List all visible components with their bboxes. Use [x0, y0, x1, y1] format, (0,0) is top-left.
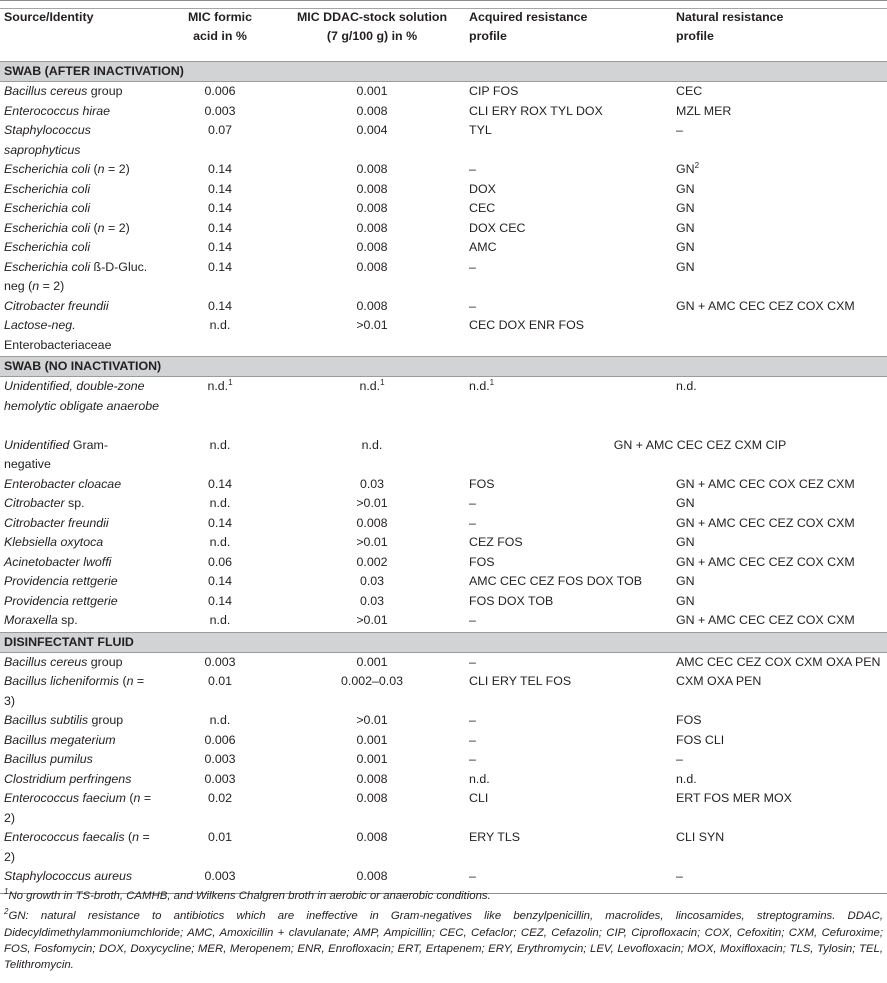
mic-ddac-cell: 0.008 — [356, 181, 388, 196]
natural-resistance-cell: GN — [676, 496, 695, 510]
mic-formic-cell: 0.14 — [207, 476, 233, 491]
header-mic-ddac: MIC DDAC-stock solution (7 g/100 g) in % — [296, 10, 448, 43]
table-row — [0, 731, 887, 751]
mic-ddac-cell: 0.002 — [356, 554, 388, 569]
table-row — [0, 316, 887, 355]
acquired-resistance-cell: ERY TLS — [469, 830, 520, 844]
acquired-resistance-cell: CEC — [469, 201, 496, 215]
natural-resistance-cell: CXM OXA PEN — [676, 674, 762, 688]
natural-resistance-cell: – — [676, 869, 683, 883]
mic-formic-cell: 0.003 — [204, 752, 236, 766]
mic-ddac-cell: 0.03 — [359, 476, 385, 491]
acquired-resistance-cell: – — [469, 515, 476, 530]
table-row — [0, 121, 887, 160]
acquired-resistance-cell: CLI ERY ROX TYL DOX — [469, 103, 603, 118]
natural-resistance-cell: GN — [676, 220, 695, 235]
natural-resistance-cell: CEC — [676, 84, 703, 98]
table-row — [0, 297, 887, 317]
mic-formic-cell: 0.006 — [204, 84, 236, 98]
organism-cell: Citrobacter freundii — [4, 515, 109, 530]
acquired-resistance-cell: – — [469, 869, 476, 883]
organism-cell: Lactose-neg. Enterobacteriaceae — [4, 318, 112, 352]
natural-resistance-cell: GN + AMC CEC CEZ COX CXM — [676, 298, 855, 313]
mic-formic-cell: 0.14 — [207, 593, 233, 608]
organism-cell: Unidentified Gram-negative — [4, 437, 108, 471]
table-row — [0, 867, 887, 887]
table-row — [0, 436, 887, 475]
mic-formic-cell: n.d. — [209, 713, 231, 727]
acquired-resistance-cell: CLI ERY TEL FOS — [469, 674, 572, 688]
organism-cell: Unidentified, double-zone hemolytic obligate anaerobe — [4, 379, 159, 413]
table-row — [0, 789, 887, 828]
natural-resistance-cell: GN — [676, 574, 695, 588]
organism-cell: Providencia rettgerie — [4, 593, 118, 608]
natural-resistance-cell: n.d. — [676, 379, 697, 393]
table-row — [0, 611, 887, 631]
organism-cell: Bacillus cereus group — [4, 84, 123, 98]
footnote-1: $^1$No growth in TS-broth, CAMHB, and Wilkens Chalgren broth in aerobic or anaerobic conditions. — [4, 887, 491, 902]
organism-cell: Escherichia coli — [4, 181, 91, 196]
table-row — [0, 750, 887, 770]
mic-ddac-cell: 0.002–0.03 — [340, 674, 403, 688]
table-body — [0, 61, 887, 887]
natural-resistance-cell: GN + AMC CEC CEZ COX CXM — [676, 613, 855, 627]
mic-formic-cell: 0.003 — [204, 103, 236, 118]
table-row — [0, 592, 887, 612]
acquired-resistance-cell: – — [469, 654, 476, 669]
mic-formic-cell: 0.003 — [204, 771, 236, 786]
table-row — [0, 219, 887, 239]
organism-cell: Staphylococcus aureus — [4, 869, 133, 883]
organism-cell: Acinetobacter lwoffi — [4, 554, 112, 569]
natural-resistance-cell: MZL MER — [676, 103, 732, 118]
organism-cell: Providencia rettgerie — [4, 574, 118, 588]
mic-formic-cell: 0.14 — [207, 240, 233, 254]
acquired-resistance-cell: AMC — [469, 240, 497, 254]
acquired-resistance-cell: CEC DOX ENR FOS — [469, 318, 584, 332]
natural-resistance-cell: GN — [676, 181, 695, 196]
acquired-resistance-cell: TYL — [469, 123, 492, 137]
table-row — [0, 828, 887, 867]
footnote-2: $^2$GN: natural resistance to antibiotics which are ineffective in Gram-negatives like benzylpenicillin, macrolides, lincosamides, streptogramins. DDAC, Didecyldimethylammoniumchloride; AMC, Amoxicillin + clavulanate; AMP, Ampicillin; CEC, Cefaclor; CEZ, Cefazolin; CIP, Ciprofloxacin; COX, Cefoxitin; CXM, Cefuroxime; FOS, Fosfomycin; DOX, Doxycycline; MER, Meropenem; ENR, Enrofloxacin; ERT, Ertapenem; ERY, Erythromycin; LEV, Levofloxacin; MOX, Moxifloxacin; TLS, Tylosin; TEL, Telithromycin. — [4, 907, 883, 972]
mic-ddac-cell: 0.008 — [356, 298, 388, 313]
acquired-resistance-cell: CEZ FOS — [469, 535, 523, 549]
organism-cell: Bacillus pumilus — [4, 752, 93, 766]
mic-formic-cell: 0.02 — [207, 791, 233, 805]
acquired-resistance-cell: FOS DOX TOB — [469, 593, 554, 608]
natural-resistance-cell: n.d. — [676, 771, 697, 786]
table-row — [0, 102, 887, 122]
mic-formic-cell: 0.003 — [204, 869, 236, 883]
organism-cell: Escherichia coli — [4, 240, 91, 254]
mic-ddac-cell: >0.01 — [356, 535, 388, 549]
natural-resistance-cell: $GN^2$ — [676, 161, 700, 176]
organism-cell: Staphylococcus saprophyticus — [4, 123, 91, 157]
mic-ddac-cell: 0.008 — [356, 103, 388, 118]
mic-ddac-cell: 0.001 — [356, 752, 388, 766]
mic-ddac-cell: 0.008 — [356, 771, 388, 786]
organism-cell: Escherichia coli (n = 2) — [4, 220, 130, 235]
natural-resistance-cell: – — [676, 123, 683, 137]
table-row — [0, 377, 887, 436]
natural-resistance-cell: GN + AMC CEC CEZ COX CXM — [676, 515, 855, 530]
organism-cell: Bacillus megaterium — [4, 732, 116, 747]
table-header — [0, 0, 887, 60]
mic-formic-cell: n.d. — [209, 496, 231, 510]
section-header: DISINFECTANT FLUID — [0, 632, 887, 653]
table-row — [0, 653, 887, 673]
acquired-resistance-cell: AMC CEC CEZ FOS DOX TOB — [469, 574, 643, 588]
mic-formic-cell: 0.14 — [207, 259, 233, 274]
mic-ddac-cell: >0.01 — [356, 613, 388, 627]
acquired-resistance-cell: – — [469, 732, 476, 747]
mic-formic-cell: 0.01 — [207, 674, 233, 688]
mic-ddac-cell: 0.008 — [356, 220, 388, 235]
table-row — [0, 533, 887, 553]
organism-cell: Bacillus cereus group — [4, 654, 123, 669]
natural-resistance-cell: AMC CEC CEZ COX CXM OXA PEN — [676, 654, 881, 669]
acquired-resistance-cell: CIP FOS — [469, 84, 519, 98]
header-source: Source/Identity — [4, 10, 94, 24]
table-row — [0, 238, 887, 258]
mic-formic-cell: 0.14 — [207, 574, 233, 588]
organism-cell: Escherichia coli — [4, 201, 91, 215]
organism-cell: Enterobacter cloacae — [4, 476, 122, 491]
mic-formic-cell: 0.07 — [207, 123, 233, 137]
acquired-resistance-cell: – — [469, 752, 476, 766]
natural-resistance-cell: GN + AMC CEC CEZ COX CXM — [676, 554, 855, 569]
natural-resistance-cell: FOS CLI — [676, 732, 725, 747]
mic-formic-cell: 0.14 — [207, 298, 233, 313]
mic-ddac-cell: >0.01 — [356, 318, 388, 332]
section-header: SWAB (NO INACTIVATION) — [0, 356, 887, 377]
natural-resistance-cell: GN — [676, 593, 695, 608]
natural-resistance-cell: GN — [676, 201, 695, 215]
organism-cell: Escherichia coli ß-D-Gluc. neg (n = 2) — [4, 259, 148, 293]
mic-formic-cell: 0.003 — [204, 654, 236, 669]
organism-cell: Clostridium perfringens — [4, 771, 132, 786]
mic-formic-cell: n.d.$^1$ — [207, 378, 233, 393]
acquired-resistance-cell: DOX — [469, 181, 496, 196]
table-row — [0, 258, 887, 297]
mic-ddac-cell: 0.008 — [356, 791, 388, 805]
acquired-resistance-cell: – — [469, 613, 476, 627]
natural-resistance-cell: CLI SYN — [676, 830, 725, 844]
acquired-resistance-cell: DOX CEC — [469, 220, 526, 235]
table-row — [0, 514, 887, 534]
organism-cell: Escherichia coli (n = 2) — [4, 162, 130, 176]
acquired-resistance-cell: – — [469, 298, 476, 313]
table-row — [0, 672, 887, 711]
natural-resistance-cell: GN + AMC CEC COX CEZ CXM — [676, 476, 855, 491]
mic-ddac-cell: 0.004 — [356, 123, 388, 137]
header-mic-formic: MIC formic acid in % — [187, 10, 253, 43]
mic-ddac-cell: 0.008 — [356, 869, 388, 883]
mic-ddac-cell: 0.008 — [356, 201, 388, 215]
footnotes — [4, 888, 883, 973]
mic-ddac-cell: 0.008 — [356, 830, 388, 844]
natural-resistance-cell: FOS — [676, 713, 702, 727]
table-row — [0, 572, 887, 592]
organism-cell: Moraxella sp. — [4, 613, 78, 627]
mic-formic-cell: 0.01 — [207, 830, 233, 844]
table-row — [0, 494, 887, 514]
acquired-resistance-cell: CLI — [469, 791, 489, 805]
organism-cell: Enterococcus faecalis (n = 2) — [4, 830, 150, 864]
table-row — [0, 553, 887, 573]
mic-formic-cell: 0.006 — [204, 732, 236, 747]
mic-formic-cell: 0.14 — [207, 515, 233, 530]
mic-formic-cell: n.d. — [209, 613, 231, 627]
mic-ddac-cell: 0.008 — [356, 240, 388, 254]
mic-ddac-cell: 0.001 — [356, 654, 388, 669]
mic-formic-cell: 0.14 — [207, 201, 233, 215]
mic-formic-cell: 0.06 — [207, 554, 233, 569]
acquired-resistance-cell: – — [469, 162, 476, 176]
table-row — [0, 770, 887, 790]
organism-cell: Enterococcus hirae — [4, 103, 111, 118]
acquired-resistance-cell: n.d. — [469, 771, 490, 786]
table-row — [0, 711, 887, 731]
acquired-resistance-cell: FOS — [469, 554, 495, 569]
mic-formic-cell: n.d. — [209, 535, 231, 549]
organism-cell: Bacillus subtilis group — [4, 713, 124, 727]
mic-ddac-cell: 0.008 — [356, 515, 388, 530]
natural-resistance-cell: GN — [676, 535, 695, 549]
mic-ddac-cell: 0.001 — [356, 732, 388, 747]
natural-resistance-cell: ERT FOS MER MOX — [676, 791, 792, 805]
section-header: SWAB (AFTER INACTIVATION) — [0, 61, 887, 82]
mic-ddac-cell: n.d.$^1$ — [359, 378, 385, 393]
mic-ddac-cell: 0.03 — [359, 574, 385, 588]
header-acquired: Acquired resistance profile — [469, 10, 588, 43]
mic-ddac-cell: 0.008 — [356, 259, 388, 274]
mic-formic-cell: 0.14 — [207, 181, 233, 196]
organism-cell: Klebsiella oxytoca — [4, 535, 104, 549]
table-row — [0, 180, 887, 200]
header-natural: Natural resistance profile — [676, 10, 784, 43]
organism-cell: Citrobacter sp. — [4, 496, 85, 510]
organism-cell: Bacillus licheniformis (n = 3) — [4, 674, 145, 708]
mic-formic-cell: n.d. — [209, 318, 231, 332]
acquired-resistance-cell: – — [469, 496, 476, 510]
table-row — [0, 475, 887, 495]
acquired-resistance-cell: n.d.$^1$ — [469, 378, 495, 393]
mic-ddac-cell: n.d. — [361, 437, 383, 452]
acquired-resistance-cell: – — [469, 259, 476, 274]
mic-formic-cell: 0.14 — [207, 220, 233, 235]
acquired-resistance-cell: – — [469, 713, 476, 727]
mic-ddac-cell: >0.01 — [356, 496, 388, 510]
acquired-resistance-cell: FOS — [469, 476, 495, 491]
mic-ddac-cell: >0.01 — [356, 713, 388, 727]
combined-resistance-cell: GN + AMC CEC CEZ CXM CIP — [613, 437, 787, 452]
natural-resistance-cell: – — [676, 752, 683, 766]
natural-resistance-cell: GN — [676, 259, 695, 274]
organism-cell: Enterococcus faecium (n = 2) — [4, 791, 152, 825]
table-row — [0, 160, 887, 180]
organism-cell: Citrobacter freundii — [4, 298, 109, 313]
mic-ddac-cell: 0.008 — [356, 162, 388, 176]
mic-ddac-cell: 0.03 — [359, 593, 385, 608]
mic-ddac-cell: 0.001 — [356, 84, 388, 98]
mic-formic-cell: n.d. — [209, 437, 231, 452]
natural-resistance-cell: GN — [676, 240, 695, 254]
table-row — [0, 199, 887, 219]
mic-formic-cell: 0.14 — [207, 162, 233, 176]
table-row — [0, 82, 887, 102]
